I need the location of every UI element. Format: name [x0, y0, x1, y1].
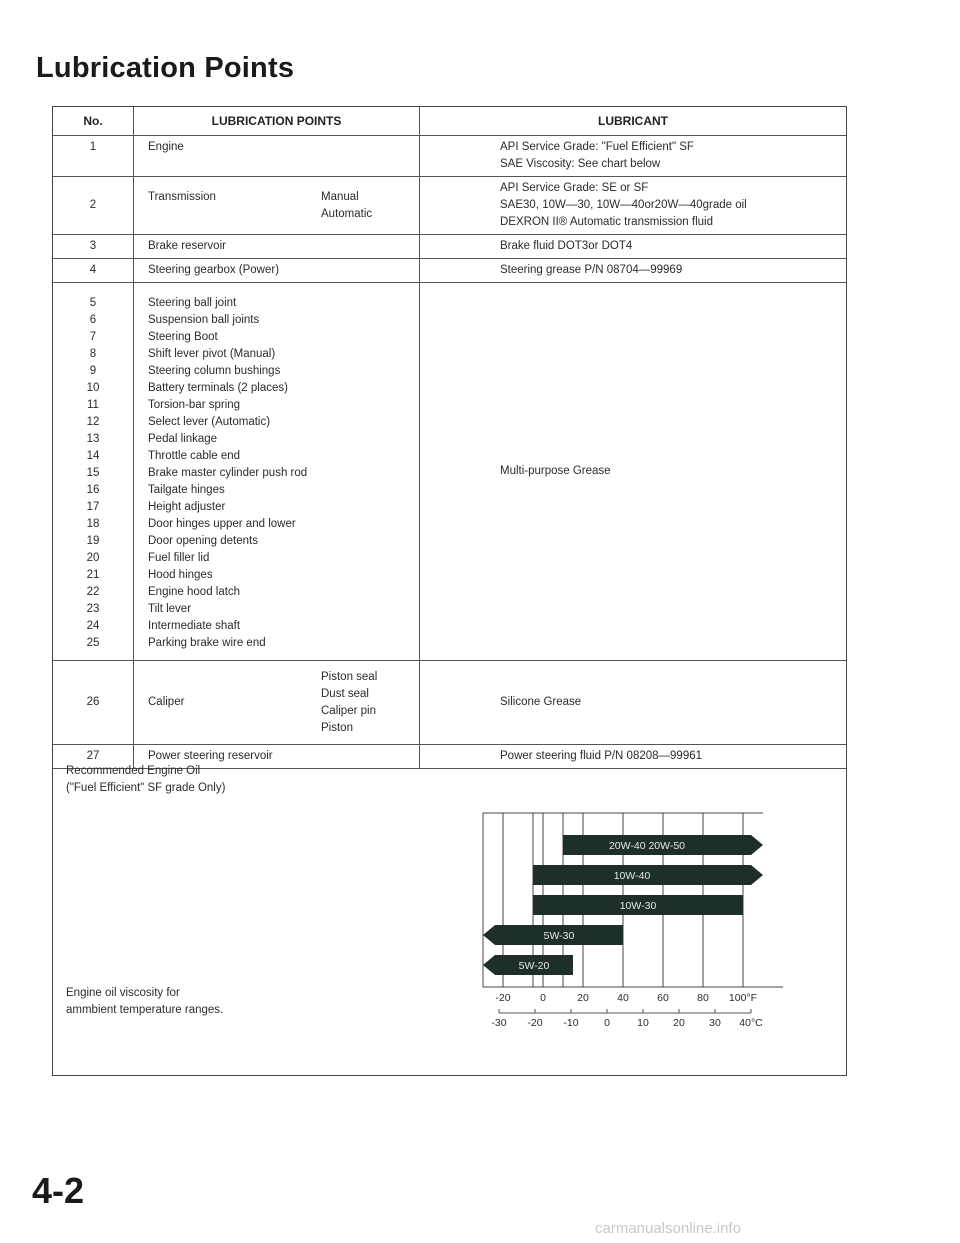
list-item-number: 24: [86, 620, 100, 632]
list-item: Battery terminals (2 places): [148, 382, 288, 394]
viscosity-bar: [533, 895, 743, 915]
tick-label-f: 40: [617, 992, 629, 1004]
list-item-number: 20: [86, 552, 100, 564]
viscosity-bar-label: 5W-20: [518, 960, 550, 972]
page-number: 4-2: [32, 1170, 85, 1211]
row-number: 1: [53, 136, 134, 177]
viscosity-bar-label: 10W-30: [619, 900, 657, 912]
lubricant-cell: [420, 136, 847, 177]
list-item-number: 25: [86, 637, 100, 649]
lubrication-point-cell: [134, 661, 420, 745]
list-item: Door hinges upper and lower: [148, 518, 296, 530]
row-number: 26: [53, 661, 134, 745]
list-item-number: 19: [86, 535, 100, 547]
viscosity-bar-label: 20W-40 20W-50: [608, 840, 686, 852]
lubrication-point: Transmission: [148, 190, 216, 203]
list-item-number: 6: [89, 314, 97, 326]
list-item: Intermediate shaft: [148, 620, 241, 632]
lubrication-point: Steering gearbox (Power): [134, 259, 420, 283]
list-item: Steering Boot: [148, 331, 218, 343]
list-item: Torsion-bar spring: [148, 399, 241, 411]
list-item: Fuel filler lid: [148, 552, 210, 564]
lubricant-cell: Brake fluid DOT3or DOT4: [420, 235, 847, 259]
list-item-number: 15: [86, 467, 100, 479]
sub-point: Piston seal: [321, 670, 378, 683]
lubricant-cell: Multi-purpose Grease: [420, 283, 847, 661]
tick-label-c: 0: [604, 1017, 610, 1029]
viscosity-chart: [423, 803, 843, 1035]
list-item: Shift lever pivot (Manual): [148, 348, 276, 360]
sub-point: Caliper pin: [321, 704, 376, 717]
list-item: Door opening detents: [148, 535, 258, 547]
list-item: Brake master cylinder push rod: [148, 467, 308, 479]
tick-label-c: 20: [673, 1017, 685, 1029]
list-item: Tilt lever: [148, 603, 192, 615]
caption-line: Engine oil viscosity for: [66, 987, 180, 999]
list-item-number: 13: [86, 433, 100, 445]
list-item: Hood hinges: [148, 569, 213, 581]
header-no: No.: [53, 107, 134, 136]
table-row: [53, 136, 846, 177]
lubricant-cell: Silicone Grease: [420, 661, 847, 745]
lubrication-point: Engine: [134, 136, 420, 177]
row-number: 27: [53, 745, 134, 769]
header-points: LUBRICATION POINTS: [134, 107, 420, 136]
list-item: Height adjuster: [148, 501, 226, 513]
lubricant-line: API Service Grade: "Fuel Efficient" SF: [500, 141, 694, 153]
sub-point: Piston: [321, 721, 353, 734]
caption-line: ammbient temperature ranges.: [66, 1004, 224, 1016]
list-item-number: 23: [86, 603, 100, 615]
list-item: Engine hood latch: [148, 586, 241, 598]
list-item-number: 10: [86, 382, 100, 394]
page-title: Lubrication Points: [36, 52, 295, 84]
list-item-number: 21: [86, 569, 100, 581]
tick-label-f: 20: [577, 992, 589, 1004]
tick-label-c: -20: [527, 1017, 543, 1029]
tick-label-c: 30: [709, 1017, 721, 1029]
viscosity-bar: [483, 955, 573, 975]
lubrication-point: Brake reservoir: [134, 235, 420, 259]
lubrication-point-cell: [134, 177, 420, 235]
tick-label-f: 60: [657, 992, 669, 1004]
tick-label-f: 100°F: [728, 992, 758, 1004]
tick-label-f: 0: [540, 992, 546, 1004]
recommended-oil-note: [66, 763, 225, 797]
sub-point: Manual: [321, 190, 359, 203]
lubricant-cell: [420, 177, 847, 235]
viscosity-bar: [483, 925, 623, 945]
viscosity-bar-label: 5W-30: [543, 930, 575, 942]
lubricant-cell: Power steering fluid P/N 08208—99961: [420, 745, 847, 769]
table-header-row: [53, 107, 846, 136]
lubrication-frame: [52, 106, 847, 1076]
lubricant-line: API Service Grade: SE or SF: [500, 182, 649, 194]
lubrication-point: Power steering reservoir: [134, 745, 420, 769]
viscosity-bar: [533, 865, 763, 885]
list-item: Pedal linkage: [148, 433, 218, 445]
list-item-number: 5: [89, 297, 97, 309]
list-item: Select lever (Automatic): [148, 416, 271, 428]
list-item-number: 17: [86, 501, 100, 513]
list-item: Throttle cable end: [148, 450, 241, 462]
lubricant-cell: Steering grease P/N 08704—99969: [420, 259, 847, 283]
list-item: Suspension ball joints: [148, 314, 260, 326]
list-item-number: 9: [89, 365, 97, 377]
viscosity-caption: [66, 985, 223, 1019]
viscosity-bar: [563, 835, 763, 855]
tick-label-c: 10: [637, 1017, 649, 1029]
list-item-number: 7: [89, 331, 97, 343]
list-item-number: 14: [86, 450, 100, 462]
list-item: Steering column bushings: [148, 365, 281, 377]
sub-point: Automatic: [321, 207, 373, 220]
tick-label-f: 80: [697, 992, 709, 1004]
tick-label-c: 40°C: [739, 1017, 763, 1029]
list-item: Tailgate hinges: [148, 484, 225, 496]
lubricant-line: DEXRON II® Automatic transmission fluid: [500, 216, 713, 228]
table-row: [53, 259, 846, 283]
row-number: 2: [53, 177, 134, 235]
lubrication-point-list: [134, 283, 420, 661]
list-item-number: 12: [86, 416, 100, 428]
tick-label-c: -30: [491, 1017, 507, 1029]
list-item-number: 18: [86, 518, 100, 530]
tick-label-f: -20: [495, 992, 511, 1004]
tick-label-c: -10: [563, 1017, 579, 1029]
table-row: [53, 177, 846, 235]
list-item-number: 16: [86, 484, 100, 496]
lubrication-table: [53, 107, 846, 769]
table-row: [53, 661, 846, 745]
row-number-list: [53, 283, 134, 661]
lubrication-point: Caliper: [148, 696, 185, 708]
table-row: [53, 235, 846, 259]
recommended-line: ("Fuel Efficient" SF grade Only): [66, 782, 226, 794]
list-item: Steering ball joint: [148, 297, 237, 309]
list-item-number: 22: [86, 586, 100, 598]
row-number: 4: [53, 259, 134, 283]
lubricant-line: SAE30, 10W—30, 10W—40or20W—40grade oil: [500, 199, 747, 211]
header-lubricant: LUBRICANT: [420, 107, 847, 136]
table-row: [53, 283, 846, 661]
list-item-number: 11: [87, 399, 99, 411]
viscosity-bar-label: 10W-40: [613, 870, 651, 882]
recommended-line: Recommended Engine Oil: [66, 765, 201, 777]
list-item-number: 8: [89, 348, 97, 360]
sub-point: Dust seal: [321, 687, 369, 700]
list-item: Parking brake wire end: [148, 637, 266, 649]
row-number: 3: [53, 235, 134, 259]
lubricant-line: SAE Viscosity: See chart below: [500, 158, 661, 170]
watermark: carmanualsonline.info: [595, 1220, 741, 1237]
